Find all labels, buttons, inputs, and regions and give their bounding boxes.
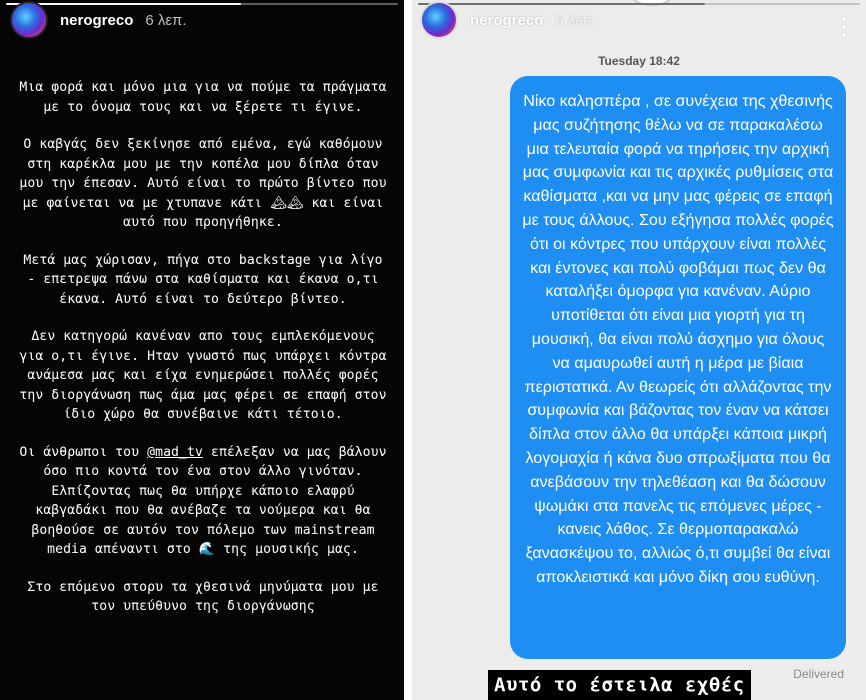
left-story-panel (0, 0, 404, 700)
story-paragraph-6: Στο επόμενο στορυ τα χθεσινά μηνύματα μου με τον υπεύθυνο της διοργάνωσης (27, 579, 379, 614)
story-header (420, 6, 597, 34)
panel-divider (404, 0, 412, 700)
story-header (10, 6, 187, 34)
mention-link[interactable]: @mad_tv (147, 444, 203, 460)
dot (842, 33, 846, 37)
dot (842, 25, 846, 29)
message-timestamp: Tuesday 18:42 (598, 54, 680, 68)
delivered-status: Delivered (793, 667, 844, 681)
username[interactable]: nerogreco (60, 11, 134, 29)
story-caption: Αυτό το έστειλα εχθές (488, 670, 751, 700)
avatar[interactable] (10, 1, 48, 39)
avatar[interactable] (420, 1, 458, 39)
paragraph-text: επέλεξαν να μας βάλουν όσο πιο κοντά τον ένα στον άλλο γινόταν. Ελπίζοντας πως θα υπήρχε κάποιο ελαφρύ καβγαδάκι που θα ανέβαζε τα νούμερα και θα βοηθούσε σε αυτόν τον πόλεμο των mainstream media απέναντι στο 🌊 της μουσικής μας. (31, 444, 387, 557)
story-paragraph-4: Δεν κατηγορώ κανέναν απο τους εμπλεκόμενους για ο,τι έγινε. Ηταν γνωστό πως υπάρχει κόντρα ανάμεσα μας και είχα ενημερώσει πολλές φορές την διοργάνωση πως άμα μας φέρει σε επαφή στον ίδιο χώρο θα συνέβαινε κάτι τέτοιο. (19, 329, 387, 422)
dot (842, 17, 846, 21)
story-text (18, 78, 388, 635)
story-progress-fill (418, 3, 705, 5)
username[interactable]: nerogreco (470, 11, 544, 29)
story-paragraph-2: Ο καβγάς δεν ξεκίνησε από εμένα, εγώ καθόμουν στη καρέκλα μου με την κοπέλα μου δίπλα όταν μου την έπεσαν. Αυτό είναι το πρώτο βίντεο που με φαίνεται να με χτυπανε κάτι 🏔🏔 και είναι αυτό που προηγήθηκε. (19, 137, 387, 230)
message-bubble (510, 76, 846, 659)
post-time: 6 λεπ. (145, 11, 187, 29)
story-progress-bar (418, 3, 860, 5)
story-paragraph-5 (18, 443, 388, 560)
message-text: Νίκο καλησπέρα , σε συνέχεια της χθεσινής μας συζήτησης θέλω να σε παρακαλέσω μια τελευταία φορά να τηρήσεις την αρχική μας συμφωνία και τις αρχικές ρυθμίσεις στα καθίσματα ,και να μην μας φέρεις σε επαφή με τους άλλους. Σου εξήγησα πολλές φορές ότι οι κόντρες που υπάρχουν είναι πολλές και έντονες και πολύ φοβάμαι πως δεν θα καταλήξει όμορφα για κανέναν. Αύριο υποτίθεται ότι είναι μια γιορτή για τη μουσική, θα είναι πολύ άσχημο για όλους να αμαυρωθεί αυτή η μέρα με βίαια περιστατικά. Αν θεωρείς ότι αλλάζοντας την συμφωνία και βάζοντας τον έναν να κάτσει δίπλα στον άλλο θα υπάρξει κάποια μικρή λογομαχία ή κάνα δυο σπρωξίματα που θα ανεβάσουν την τηλεθέαση και θα δώσουν ψωμάκι στα πανελς τις επόμενες μέρες - κανεις λάθος. Σε θερμοπαρακαλώ ξανασκέψου το, αλλιώς ό,τι συμβεί θα είναι αποκλειστικά και μόνο δίκη σου ευθύνη. (522, 92, 834, 586)
post-time: 5 λεπ. (555, 11, 597, 29)
three-dots-vertical-icon[interactable] (842, 17, 846, 37)
paragraph-text: Οι άνθρωποι του (19, 444, 148, 460)
story-paragraph-1: Μια φορά και μόνο μια για να πούμε τα πράγματα με το όνομα τους και να ξέρετε τι έγινε. (19, 80, 387, 115)
story-progress-bar (6, 3, 398, 5)
right-story-panel (412, 0, 866, 700)
story-paragraph-3: Μετά μας χώρισαν, πήγα στο backstage για λίγο - επετρεψα πάνω στα καθίσματα και έκανα ο,τι έκανα. Αυτό είναι το δεύτερο βίντεο. (23, 252, 383, 307)
